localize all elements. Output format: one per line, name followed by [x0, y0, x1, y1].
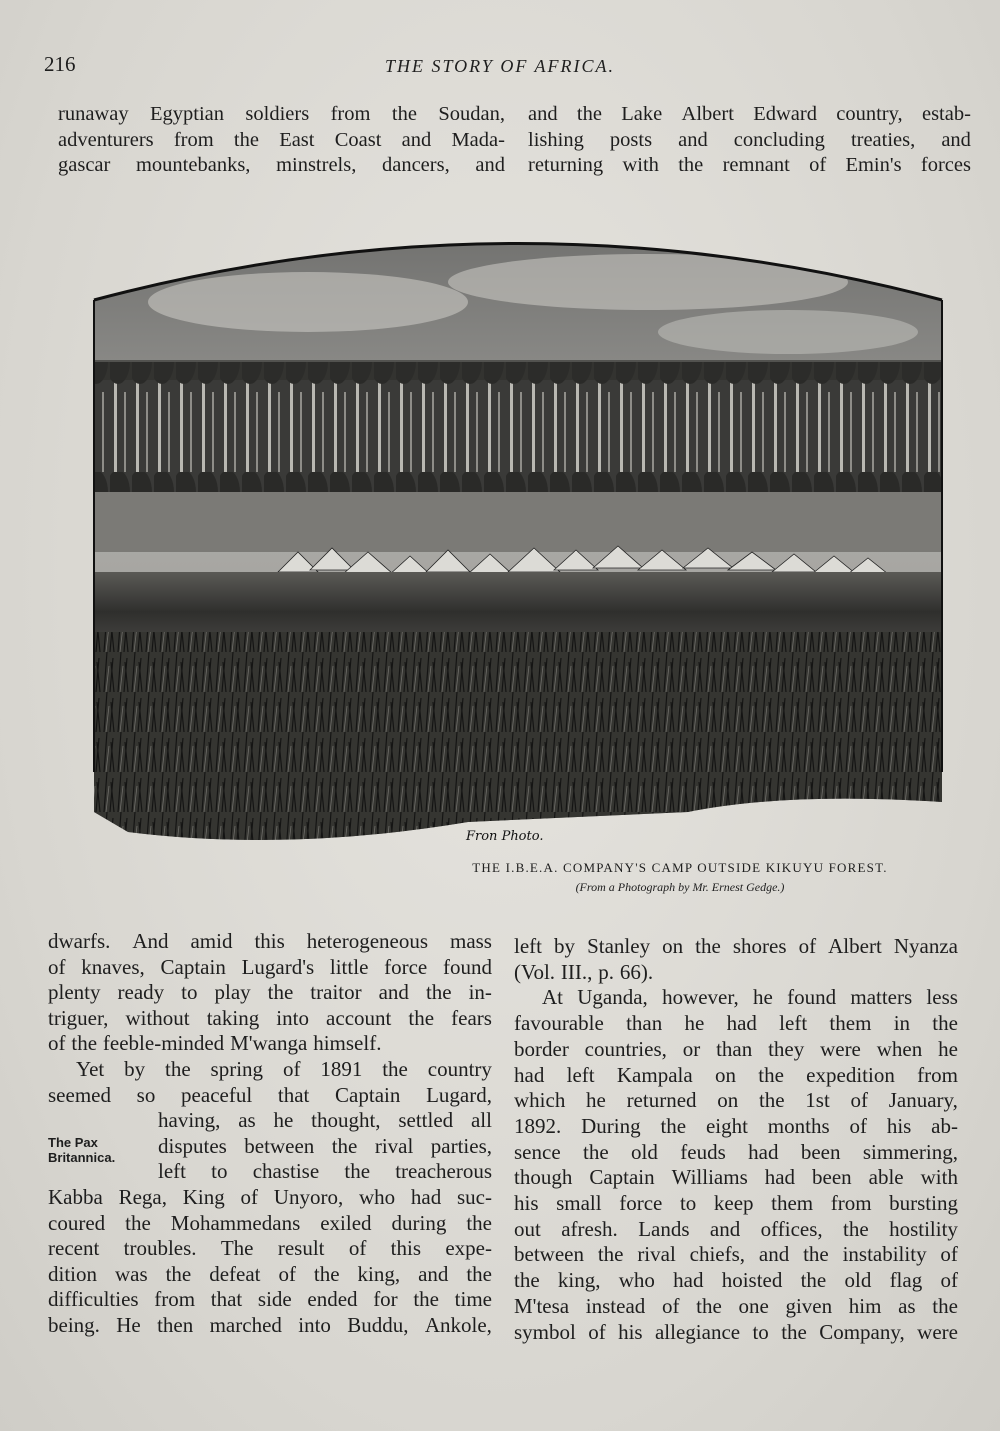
margin-sidenote	[48, 1135, 115, 1165]
caption-credit: (From a Photograph by Mr. Ernest Gedge.)	[575, 880, 785, 894]
text-line: left by Stanley on the shores of Albert Nyanza	[514, 934, 958, 958]
caption-title: THE I.B.E.A. COMPANY'S CAMP OUTSIDE KIKUYU FOREST.	[472, 860, 888, 875]
text-line: adventurers from the East Coast and Mada-	[58, 128, 505, 151]
text-line: being. He then marched into Buddu, Ankole,	[48, 1312, 492, 1337]
text-line: (Vol. III., p. 66).	[514, 959, 654, 984]
text-line: 1892. During the eight months of his ab-	[514, 1113, 958, 1138]
text-line: out afresh. Lands and offices, the hostility	[514, 1216, 958, 1241]
sidenote-line: Britannica.	[48, 1150, 116, 1165]
text-line: difficulties from that side ended for the time	[48, 1287, 492, 1312]
text-line: dition was the defeat of the king, and the	[48, 1261, 492, 1286]
sidenote-line: The Pax	[48, 1135, 98, 1150]
page-number: 216	[44, 52, 76, 76]
bottom-right-column	[514, 934, 958, 1345]
top-left-column	[58, 102, 505, 179]
text-line: and the Lake Albert Edward country, estab-	[528, 103, 971, 125]
running-title: THE STORY OF AFRICA.	[384, 56, 616, 76]
text-line: Yet by the spring of 1891 the country	[76, 1056, 492, 1081]
text-line: having, as he thought, settled all	[158, 1108, 492, 1133]
text-line: sence the old feuds had been simmering,	[514, 1139, 958, 1164]
text-line: seemed so peaceful that Captain Lugard,	[48, 1082, 492, 1107]
text-line: favourable than he had left them in the	[514, 1011, 958, 1036]
top-right-column	[528, 102, 971, 179]
text-line: left to chastise the treacherous	[158, 1159, 492, 1184]
camp-illustration	[88, 212, 948, 882]
text-line: of knaves, Captain Lugard's little force found	[48, 954, 492, 979]
engraving-image	[88, 212, 948, 882]
figure-caption	[440, 860, 920, 895]
text-line: lishing posts and concluding treaties, and	[528, 128, 971, 151]
text-line: though Captain Williams had been able with	[514, 1165, 958, 1190]
text-line: the king, who had hoisted the old flag of	[514, 1268, 958, 1293]
text-line: recent troubles. The result of this expe-	[48, 1236, 492, 1261]
text-line: At Uganda, however, he found matters less	[542, 985, 958, 1010]
text-line: of the feeble-minded M'wanga himself.	[48, 1031, 382, 1056]
text-line: symbol of his allegiance to the Company, were	[514, 1319, 958, 1344]
text-line: plenty ready to play the traitor and the in-	[48, 980, 492, 1005]
text-line: gascar mountebanks, minstrels, dancers, and	[58, 154, 505, 176]
text-line: dwarfs. And amid this heterogeneous mass	[48, 929, 492, 953]
text-line: coured the Mohammedans exiled during the	[48, 1210, 492, 1235]
text-line: his small force to keep them from bursting	[514, 1191, 958, 1216]
text-line: triguer, without taking into account the fears	[48, 1005, 492, 1030]
text-line: M'tesa instead of the one given him as the	[514, 1293, 958, 1318]
text-line: runaway Egyptian soldiers from the Soudan,	[58, 103, 505, 125]
text-line: border countries, or than they were when he	[514, 1036, 958, 1061]
text-line: had left Kampala on the expedition from	[514, 1062, 958, 1087]
text-line: between the rival chiefs, and the instability of	[514, 1242, 958, 1267]
engraver-signature: Fron Photo.	[466, 829, 544, 844]
text-line: returning with the remnant of Emin's forces	[528, 154, 971, 176]
text-line: which he returned on the 1st of January,	[514, 1088, 958, 1113]
text-line: disputes between the rival parties,	[158, 1133, 492, 1158]
text-line: Kabba Rega, King of Unyoro, who had suc-	[48, 1184, 492, 1209]
bottom-left-column	[48, 929, 492, 1339]
